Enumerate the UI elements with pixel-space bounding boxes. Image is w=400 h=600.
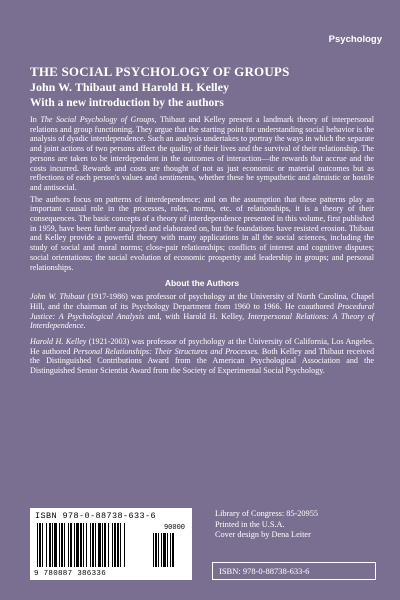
imprint-info bbox=[215, 509, 385, 541]
bio2-text2: Both Kelley and Thibaut received the Distinguished Contributions Award from the American Psychological Association and the Distinguished Senior Scientist Award from the Society of Experimental Social Psychology. bbox=[30, 346, 374, 376]
barcode-digits: 9 780887 386336 bbox=[34, 570, 107, 578]
p1-rest: Thibaut and Kelley present a landmark theory of interpersonal relations and group functioning. They argue that the starting point for understanding social behavior is the analysis of dyadic interdependence. Such an analysis undertakes to portray the ways in which the separate and joint actions of two persons affect the quality of their lives and the survival of their relationship. The persons are taken to be interdependent in the outcomes of interaction—the rewards that accrue and the costs incurred. Rewards and costs are thought of not as just economic or material outcomes but as reflections of each person's values and sentiments, whether these be sympathetic and altruistic or hostile and antisocial. bbox=[30, 115, 375, 192]
library-of-congress: Library of Congress: 85-20955 bbox=[215, 509, 319, 518]
bio-kelley bbox=[30, 337, 374, 376]
bio1-name: John W. Thibaut bbox=[30, 292, 85, 302]
bio2-name: Harold H. Kelley bbox=[30, 337, 87, 347]
barcode-block bbox=[30, 508, 192, 580]
book-title: THE SOCIAL PSYCHOLOGY OF GROUPS bbox=[30, 64, 290, 79]
p1-prefix: In bbox=[30, 115, 41, 124]
p1-book-title: The Social Psychology of Groups, bbox=[40, 115, 157, 124]
bio-thibaut bbox=[30, 292, 374, 331]
category-label: Psychology bbox=[328, 34, 382, 45]
isbn-box: ISBN: 978-0-88738-633-6 bbox=[212, 562, 376, 580]
about-authors-heading: About the Authors bbox=[164, 278, 240, 289]
bio1-text1: (1917-1986) was professor of psychology at the University of North Carolina, Chapel Hill, and the chairman of its Psychology Department from 1960 to 1966. He coauthored bbox=[30, 292, 374, 311]
bio1-text2: and, with Harold H. Kelley, bbox=[144, 311, 248, 321]
cover-design-credit: Cover design by Dena Leiter bbox=[215, 530, 311, 539]
barcode-price-code: 90000 bbox=[163, 524, 185, 532]
barcode-isbn-text: ISBN 978-0-88738-633-6 bbox=[35, 511, 157, 521]
cover-content bbox=[30, 64, 374, 382]
printed-in: Printed in the U.S.A. bbox=[215, 519, 285, 529]
bio1-book1: Procedural Justice: A Psychological Analysis bbox=[30, 301, 374, 321]
intro-line: With a new introduction by the authors bbox=[30, 97, 224, 109]
description-paragraph-2: The authors focus on patterns of interdependence; and on the assumption that these patterns play an important causal role in the processes, roles, norms, etc. of relationships, it is a theory of their consequences. The basic concepts of a theory of interdependence presented in this volume, first published in 1959, have been further analyzed and elaborated on, but the foundations have resisted erosion. Thibaut and Kelley provide a powerful theory with many applications in all the social sciences, including the study of social and moral norms; close-pair relationships; conflicts of interest and cognitive disputes; social orientations; the social evolution of economic prosperity and leadership in groups; and personal relationships. bbox=[30, 194, 374, 272]
book-authors: John W. Thibaut and Harold H. Kelley bbox=[30, 80, 229, 94]
bio2-book1: Personal Relationships: Their Structures and Processes. bbox=[73, 346, 260, 356]
bio1-book2: Interpersonal Relations: A Theory of Interdependence. bbox=[30, 311, 374, 331]
description-paragraph-1 bbox=[30, 115, 374, 193]
bio2-text1: (1921-2003) was professor of psychology at the University of California, Los Angeles. He authored bbox=[30, 337, 374, 356]
